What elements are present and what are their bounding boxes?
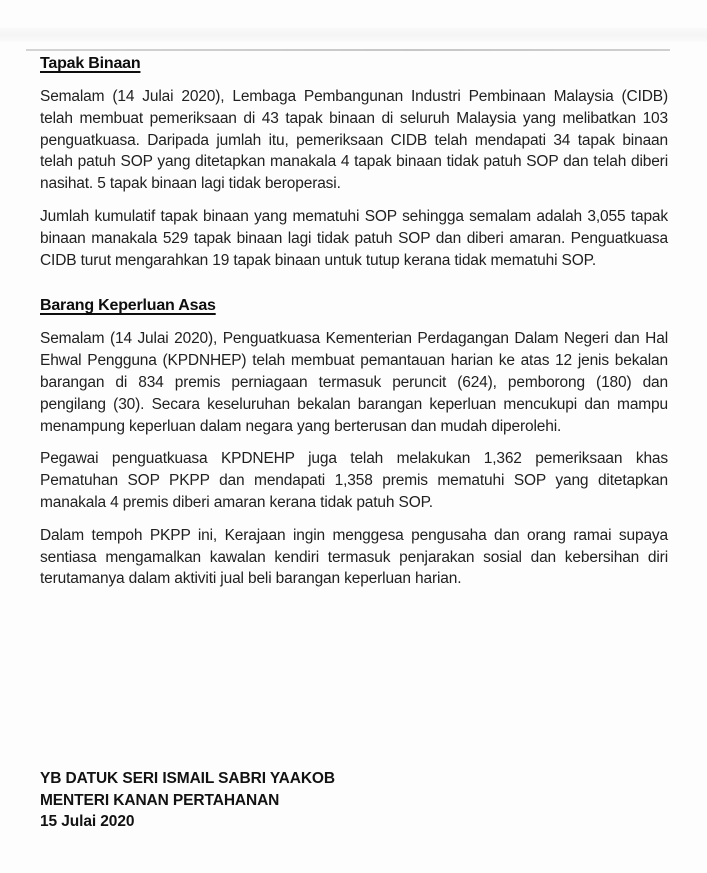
signature-date: 15 Julai 2020: [40, 813, 135, 830]
page-top-divider: [26, 49, 670, 51]
signature-title: MENTERI KANAN PERTAHANAN: [40, 791, 280, 809]
paragraph: Jumlah kumulatif tapak binaan yang mematuhi SOP sehingga semalam adalah 3,055 tapak binaan manakala 529 tapak binaan lagi tidak patuh SOP dan diberi amaran. Penguatkuasa CIDB turut mengarahkan 19 tapak binaan untuk tutup kerana tidak mematuhi SOP.: [40, 207, 668, 269]
paragraph: Semalam (14 Julai 2020), Lembaga Pembangunan Industri Pembinaan Malaysia (CIDB) telah membuat pemeriksaan di 43 tapak binaan di seluruh Malaysia yang melibatkan 103 penguatkuasa. Daripada jumlah itu, pemeriksaan CIDB telah mendapati 34 tapak binaan telah patuh SOP yang ditetapkan manakala 4 tapak binaan tidak patuh SOP dan telah diberi nasihat. 5 tapak binaan lagi tidak beroperasi.: [40, 88, 668, 193]
section-barang-keperluan-asas: [40, 297, 668, 590]
scan-artifact-band: [0, 28, 707, 42]
section-heading: Barang Keperluan Asas: [40, 297, 216, 315]
document-body: [40, 55, 668, 601]
section-tapak-binaan: [40, 55, 668, 271]
signature-block: [40, 768, 335, 833]
signature-name: YB DATUK SERI ISMAIL SABRI YAAKOB: [40, 770, 335, 787]
paragraph: Dalam tempoh PKPP ini, Kerajaan ingin menggesa pengusaha dan orang ramai supaya sentiasa mengamalkan kawalan kendiri termasuk penjarakan sosial dan kebersihan diri terutamanya dalam aktiviti jual beli barangan keperluan harian.: [40, 526, 668, 588]
section-heading: Tapak Binaan: [40, 55, 141, 72]
paragraph: Semalam (14 Julai 2020), Penguatkuasa Kementerian Perdagangan Dalam Negeri dan Hal Ehwal Pengguna (KPDNHEP) telah membuat pemantauan harian ke atas 12 jenis bekalan barangan di 834 premis perniagaan termasuk peruncit (624), pemborong (180) dan pengilang (30). Secara keseluruhan bekalan barangan keperluan mencukupi dan mampu menampung keperluan dalam negara yang berterusan dan mudah diperolehi.: [40, 330, 668, 435]
paragraph: Pegawai penguatkuasa KPDNEHP juga telah melakukan 1,362 pemeriksaan khas Pematuhan SOP PKPP dan mendapati 1,358 premis mematuhi SOP yang ditetapkan manakala 4 premis diberi amaran kerana tidak patuh SOP.: [40, 450, 668, 511]
